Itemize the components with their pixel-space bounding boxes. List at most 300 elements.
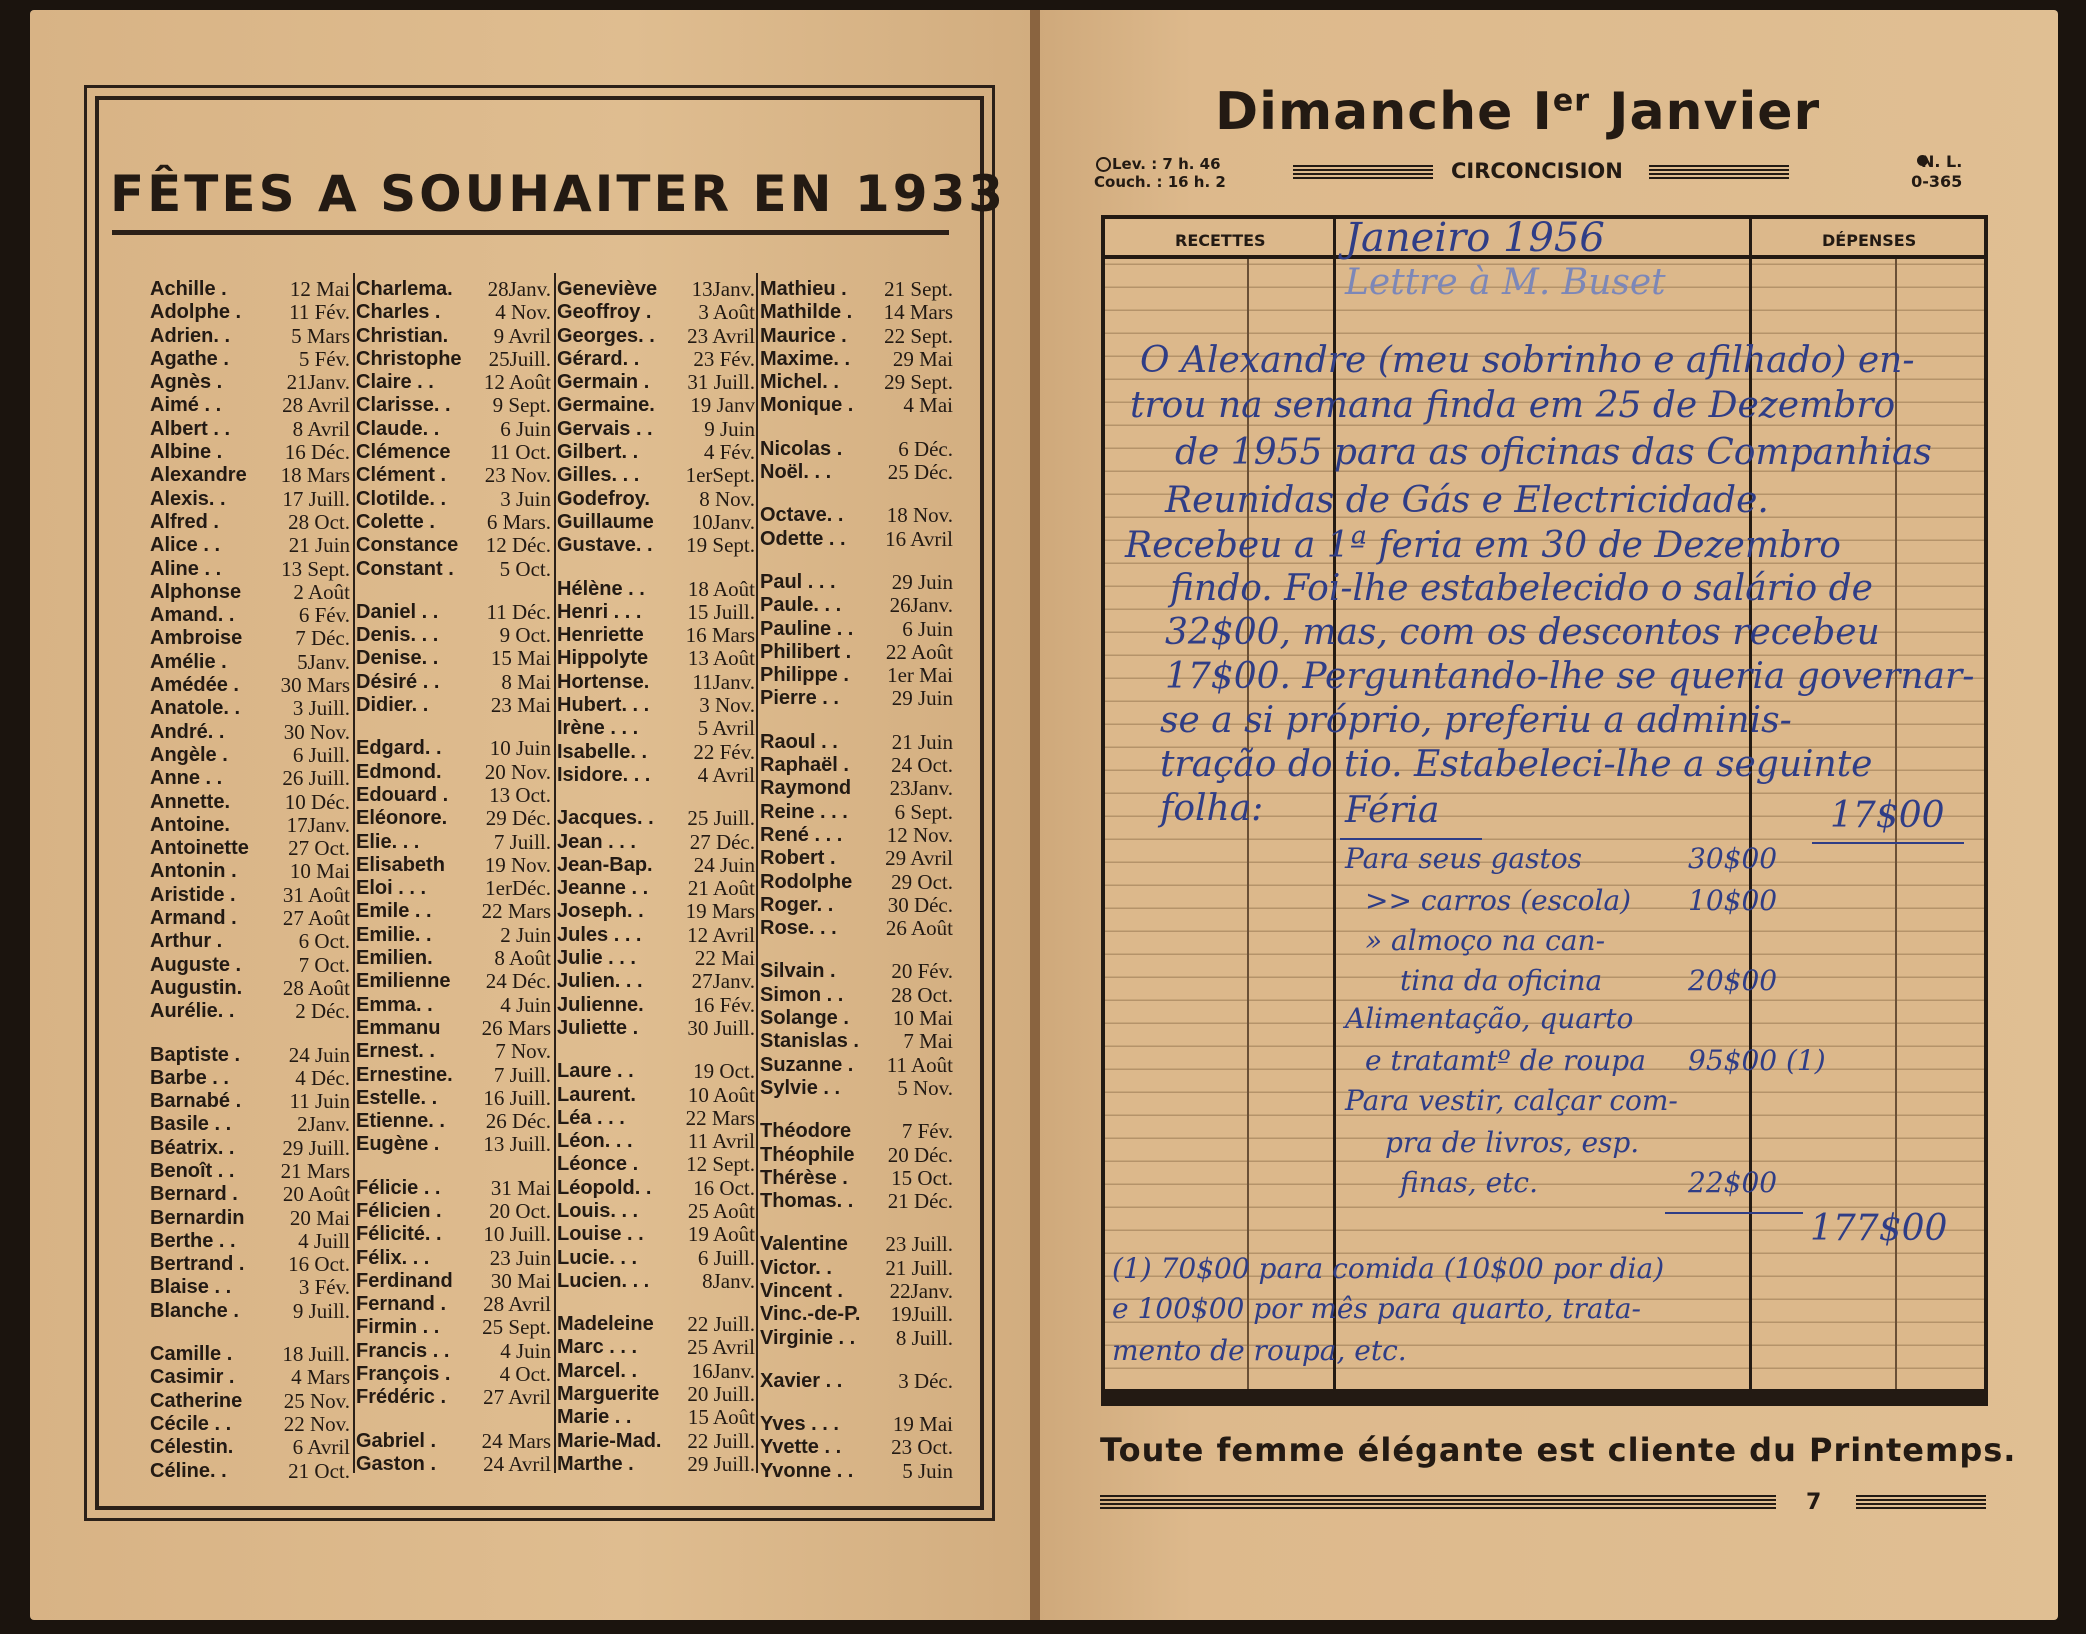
name-day-entry [557,831,755,854]
feast-date: 12 Avril [687,922,755,947]
column-gap [557,558,755,578]
name-day-entry [760,394,953,417]
name-day-entry [150,301,350,324]
saint-name: Léopold. . [557,1176,652,1199]
saint-name: Jeanne . . [557,877,649,900]
feast-date: 22 Nov. [283,1411,350,1436]
saint-name: Godefroy. [557,487,650,510]
name-day-entry [356,348,551,371]
item-label: pra de livros, esp. [1385,1126,1640,1159]
saint-name: Colette . [356,510,435,533]
feast-date: 23 Oct. [891,1435,953,1460]
feast-date: 20 Juill. [687,1382,755,1407]
saint-name: Julien. . . [557,970,643,993]
feast-date: 9 Sept. [492,393,551,418]
saint-name: Aristide . [150,883,236,906]
feast-date: 23 Mai [490,693,551,718]
name-day-entry [760,1030,953,1053]
saint-name: Gervais . . [557,417,653,440]
saint-name: Amélie . [150,650,227,673]
feast-date: 1erSept. [685,463,755,488]
sun-icon [1096,157,1111,172]
name-day-entry [557,1223,755,1246]
saint-name: Maurice . [760,324,847,347]
saint-name: Cécile . . [150,1412,232,1435]
saint-name: Thomas. . [760,1190,854,1213]
feria-underline [1340,838,1482,840]
saint-name: Ernest. . [356,1040,435,1063]
saint-name: Léonce . [557,1153,639,1176]
saint-name: Louis. . . [557,1199,639,1222]
item-label: finas, etc. [1400,1166,1538,1199]
feast-date: 6 Juill. [697,1245,755,1270]
name-day-entry [356,761,551,784]
feast-date: 18 Mars [280,463,350,488]
name-day-entry [557,671,755,694]
name-day-entry [760,801,953,824]
feast-date: 25Juill. [488,346,551,371]
name-day-entry [356,1363,551,1386]
feast-date: 29 Juin [891,686,953,711]
saint-name: Julie . . . [557,947,636,970]
item-amount: 20$00 [1688,964,1778,997]
saint-name: Céline. . [150,1459,227,1482]
column-gap [557,787,755,807]
name-day-entry [557,1453,755,1476]
saint-name: Albine . [150,441,223,464]
feast-date: 2 Juin [500,922,551,947]
feast-date: 18 Nov. [886,503,953,528]
name-day-entry [356,325,551,348]
saint-name: Adrien. . [150,324,231,347]
feast-date: 28 Avril [282,393,350,418]
name-day-entry [150,604,350,627]
page-number: 7 [1806,1490,1822,1515]
name-day-entry [760,1167,953,1190]
saint-name: Félicien . [356,1199,442,1222]
name-day-entry [356,558,551,581]
footer-rule [1100,1495,1776,1509]
recettes-header: RECETTES [1175,231,1266,250]
feast-date: 4 Mars [291,1365,350,1390]
saint-name: Eléonore. [356,807,448,830]
feast-date: 4 Avril [697,762,755,787]
name-day-entry [557,1060,755,1083]
feast-date: 7 Mai [903,1029,953,1054]
name-day-entry [760,687,953,710]
saint-name: Marcel. . [557,1359,638,1382]
name-day-entry [557,1153,755,1176]
feast-date: 11Janv. [692,669,755,694]
column-gap [760,551,953,571]
feast-date: 8Janv. [702,1268,755,1293]
name-day-entry [150,464,350,487]
feast-date: 30 Déc. [887,892,953,917]
name-day-entry [356,1340,551,1363]
saint-name: Clément . [356,464,447,487]
item-label: Alimentação, quarto [1345,1002,1634,1035]
saint-name: Henriette [557,624,644,647]
feast-date: 9 Oct. [499,623,551,648]
name-day-entry [557,1313,755,1336]
name-day-entry [760,1303,953,1326]
item-amount: 95$00 (1) [1688,1044,1826,1077]
saint-name: Arthur . [150,930,223,953]
name-day-entry [760,871,953,894]
feast-name: CIRCONCISION [1451,159,1623,183]
feast-date: 16 Mars [685,623,755,648]
name-day-entry [150,721,350,744]
column-gap [760,1393,953,1413]
name-day-entry [150,954,350,977]
feast-date: 2 Déc. [295,999,350,1024]
saint-name: Joseph. . [557,900,644,923]
saint-name: Antoine. [150,813,230,836]
saint-name: Barnabé . [150,1090,242,1113]
name-day-entry [356,441,551,464]
feast-date: 5 Nov. [897,1075,953,1100]
names-column-4 [760,278,953,1483]
name-day-entry [760,1413,953,1436]
printemps-slogan: Toute femme élégante est cliente du Printemps. [1100,1431,2017,1469]
name-day-entry [150,1413,350,1436]
feast-date: 5 Juin [902,1458,953,1483]
saint-name: Simon . . [760,983,844,1006]
feast-date: 12 Nov. [886,822,953,847]
feast-date: 24 Juin [288,1042,350,1067]
saint-name: Maxime. . [760,347,851,370]
feast-date: 27Janv. [691,969,755,994]
feast-date: 10 Juill. [483,1222,551,1247]
saint-name: Félix. . . [356,1246,430,1269]
saint-name: Geneviève [557,278,658,300]
saint-name: Anne . . [150,767,223,790]
saint-name: Clémence [356,441,451,464]
feast-date: 25 Déc. [887,460,953,485]
saint-name: Hippolyte [557,647,649,670]
saint-name: Nicolas . [760,437,843,460]
saint-name: Marie-Mad. [557,1429,662,1452]
saint-name: Yvette . . [760,1436,842,1459]
column-separator [353,273,355,1473]
name-day-entry [557,1084,755,1107]
saint-name: Benoît . . [150,1159,235,1182]
saint-name: Irène . . . [557,717,639,740]
saint-name: Vinc.-de-P. [760,1303,861,1326]
name-day-entry [760,594,953,617]
saint-name: Clarisse. . [356,394,451,417]
handwritten-line: 17$00. Perguntando-lhe se queria governar- [1165,656,1975,697]
note-line: (1) 70$00 para comida (10$00 por dia) [1112,1252,1665,1285]
feast-date: 9 Juin [704,416,755,441]
handwritten-line: folha: [1160,788,1264,829]
feast-date: 29 Juin [891,569,953,594]
feast-date: 29 Juill. [687,1451,755,1476]
name-day-entry [557,441,755,464]
name-day-entry [356,624,551,647]
feast-date: 7 Juill. [493,829,551,854]
saint-name: Blanche . [150,1299,239,1322]
saint-name: Gabriel . [356,1429,437,1452]
saint-name: René . . . [760,823,843,846]
name-day-entry [760,1120,953,1143]
name-day-entry [557,924,755,947]
feast-date: 21 Juill. [885,1255,953,1280]
feast-date: 22 Août [885,639,953,664]
saint-name: Pierre . . [760,687,839,710]
name-day-entry [557,394,755,417]
name-day-entry [150,1183,350,1206]
feast-date: 27 Oct. [288,836,350,861]
saint-name: Alphonse [150,580,242,603]
name-day-entry [356,831,551,854]
day-title: Dimanche Ier Janvier [1215,82,1821,142]
saint-name: Félicie . . [356,1176,441,1199]
feast-date: 21Janv. [286,370,350,395]
feria-total-underline [1812,842,1964,844]
sun-times: Lev. : 7 h. 46 Couch. : 16 h. 2 [1094,155,1226,191]
column-gap [356,717,551,737]
name-day-entry [760,641,953,664]
name-day-entry [356,1017,551,1040]
name-day-entry [150,1366,350,1389]
feast-date: 5 Fév. [298,346,350,371]
feast-date: 4 Fév. [703,440,755,465]
title-rule [112,230,949,235]
column-gap [760,1100,953,1120]
footer-rule [1856,1495,1986,1509]
saint-name: Adolphe . [150,301,242,324]
saint-name: Laurent. [557,1083,636,1106]
saint-name: Eloi . . . [356,877,427,900]
feast-date: 16 Juill. [483,1085,551,1110]
name-day-entry [356,694,551,717]
saint-name: Virginie . . [760,1326,856,1349]
feast-date: 20 Oct. [489,1198,551,1223]
saint-name: Antonin . [150,860,237,883]
column-gap [356,1410,551,1430]
name-day-entry [557,511,755,534]
saint-name: Etienne. . [356,1110,445,1133]
saint-name: Ernestine. [356,1063,453,1086]
feast-date: 12 Sept. [686,1152,755,1177]
handwritten-line: Recebeu a 1ª feria em 30 de Dezembro [1125,525,1841,566]
saint-name: Agnès . [150,371,223,394]
feast-date: 4 Juin [500,1338,551,1363]
feast-date: 6 Juill. [292,742,350,767]
name-day-entry [356,671,551,694]
column-gap [150,1024,350,1044]
saint-name: Laure . . [557,1060,634,1083]
handwritten-line: 32$00, mas, com os descontos recebeu [1165,612,1880,653]
name-day-entry [150,1460,350,1483]
saint-name: Alfred . [150,510,219,533]
name-day-entry [150,651,350,674]
feast-date: 5 Avril [697,716,755,741]
feast-date: 23 Juill. [885,1232,953,1257]
name-day-entry [557,1360,755,1383]
name-day-entry [760,1257,953,1280]
moon-phase: N. L. 0-365 [1911,152,1963,191]
saint-name: Désiré . . [356,670,440,693]
name-day-entry [356,924,551,947]
name-day-entry [356,488,551,511]
name-day-entry [760,301,953,324]
name-day-entry [150,744,350,767]
items-total: 177$00 [1810,1208,1948,1249]
saint-name: Hortense. [557,670,650,693]
feast-date: 10 Août [687,1082,755,1107]
feast-date: 10 Mai [892,1006,953,1031]
feast-date: 31 Août [282,882,350,907]
name-day-entry [150,767,350,790]
saint-name: Geoffroy . [557,301,652,324]
feast-date: 6 Juin [902,616,953,641]
feast-date: 20 Déc. [887,1142,953,1167]
saint-name: Elie. . . [356,830,420,853]
saint-name: Blaise . . [150,1276,232,1299]
feast-date: 6 Juin [500,416,551,441]
feast-date: 4 Juill [298,1228,350,1253]
saint-name: Charles . [356,301,441,324]
feast-date: 31 Juill. [687,370,755,395]
feast-date: 8 Mai [501,669,551,694]
saint-name: Ambroise [150,627,243,650]
name-day-entry [557,741,755,764]
saint-name: Juliette . [557,1016,639,1039]
feast-date: 7 Fév. [901,1119,953,1144]
feast-date: 11 Déc. [486,599,551,624]
name-day-entry [356,1270,551,1293]
name-day-entry [150,860,350,883]
feast-date: 19 Janv [690,393,755,418]
name-day-entry [356,1133,551,1156]
name-day-entry [150,1044,350,1067]
name-day-entry [356,601,551,624]
name-day-entry [760,1280,953,1303]
feast-date: 25 Août [687,1198,755,1223]
feast-date: 23Janv. [889,776,953,801]
saint-name: Emilien. [356,947,433,970]
column-gap [760,711,953,731]
name-day-entry [760,917,953,940]
saint-name: Célestin. [150,1436,234,1459]
saint-name: Hélène . . [557,577,645,600]
handwritten-line: Reunidas de Gás e Electricidade. [1165,480,1769,521]
feast-date: 9 Juill. [292,1298,350,1323]
saint-name: Amédée . [150,674,239,697]
feast-date: 24 Avril [483,1451,551,1476]
name-day-entry [356,1386,551,1409]
name-day-entry [150,697,350,720]
column-gap [150,1323,350,1343]
feast-date: 25 Juill. [687,806,755,831]
name-day-entry [150,534,350,557]
name-day-entry [150,1230,350,1253]
name-day-entry [760,325,953,348]
feast-date: 22 Mars [481,899,551,924]
saint-name: Léa . . . [557,1106,625,1129]
saint-name: Berthe . . [150,1229,236,1252]
saint-name: Aurélie. . [150,1000,235,1023]
name-day-entry [557,301,755,324]
saint-name: Auguste . [150,953,242,976]
saint-name: Clotilde. . [356,487,446,510]
name-day-entry [356,970,551,993]
saint-name: Rose. . . [760,917,837,940]
saint-name: Yvonne . . [760,1459,854,1482]
saint-name: Aline . . [150,557,222,580]
feast-date: 16 Avril [885,526,953,551]
saint-name: Octave. . [760,504,844,527]
item-label: >> carros (escola) [1365,884,1632,917]
name-day-entry [760,1144,953,1167]
saint-name: Michel. . [760,371,839,394]
feast-date: 21 Sept. [884,277,953,301]
name-day-entry [356,394,551,417]
handwritten-line: tração do tio. Estabeleci-lhe a seguinte [1160,744,1873,785]
name-day-entry [557,348,755,371]
feast-date: 4 Nov. [495,300,551,325]
name-day-entry [150,488,350,511]
saint-name: Bernard . [150,1183,238,1206]
name-day-entry [150,558,350,581]
name-day-entry [557,1383,755,1406]
saint-name: Raoul . . [760,730,838,753]
saint-name: Emilienne [356,970,451,993]
feast-date: 25 Nov. [283,1388,350,1413]
column-separator [554,273,556,1473]
feast-date: 21 Juin [891,729,953,754]
feast-date: 21 Août [687,876,755,901]
saint-name: Léon. . . [557,1130,633,1153]
feast-date: 26Janv. [889,593,953,618]
feast-date: 18 Août [687,576,755,601]
saint-name: Victor. . [760,1256,832,1279]
feast-date: 7 Déc. [295,626,350,651]
saint-name: Stanislas . [760,1030,859,1053]
feast-date: 13 Juill. [483,1132,551,1157]
name-day-entry [356,1177,551,1200]
column-gap [356,581,551,601]
name-day-entry [356,1430,551,1453]
feast-date: 24 Déc. [485,969,551,994]
name-day-entry [356,1223,551,1246]
feast-date: 8 Juill. [895,1325,953,1350]
saint-name: Emilie. . [356,923,432,946]
name-day-entry [150,1137,350,1160]
feast-date: 11 Avril [687,1129,755,1154]
feast-date: 28 Oct. [891,982,953,1007]
feast-date: 13Janv. [691,277,755,301]
fetes-title: FÊTES A SOUHAITER EN 1933 [110,165,1007,223]
column-gap [557,1040,755,1060]
item-label: e tratamtº de roupa [1365,1044,1646,1077]
feast-date: 29 Sept. [884,370,953,395]
saint-name: Gérard. . [557,347,640,370]
feast-date: 22 Mai [694,946,755,971]
feast-date: 13 Sept. [281,556,350,581]
feast-date: 6 Avril [292,1435,350,1460]
name-day-entry [760,960,953,983]
feast-date: 6 Fév. [298,603,350,628]
feast-date: 26 Juill. [282,766,350,791]
saint-name: Théophile [760,1143,855,1166]
name-day-entry [150,977,350,1000]
saint-name: Marguerite [557,1383,660,1406]
name-day-entry [557,488,755,511]
saint-name: Lucien. . . [557,1269,650,1292]
